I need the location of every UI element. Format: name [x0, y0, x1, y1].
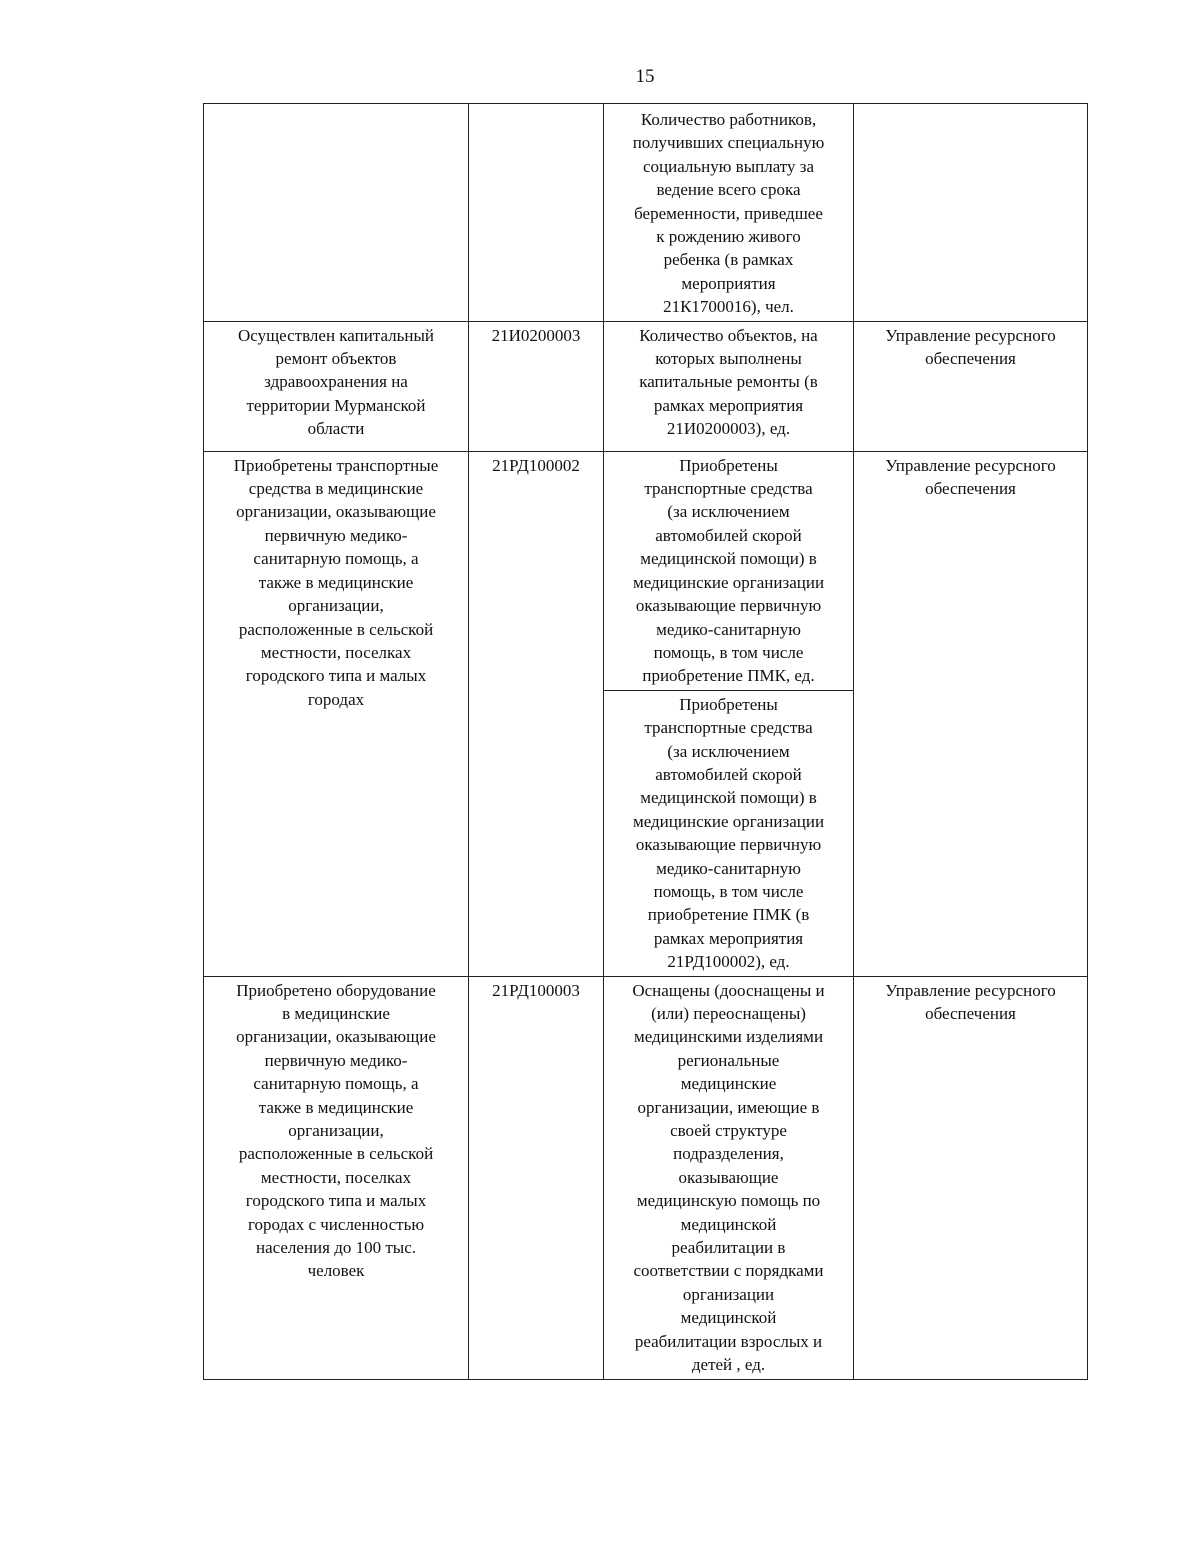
table-row — [204, 104, 1088, 322]
page-number: 15 — [635, 66, 655, 87]
document-table — [203, 103, 1088, 1380]
indicator-cell: Количество объектов, на которых выполнены капитальные ремонты (в рамках мероприятия 21И0200003), ед. — [604, 321, 854, 451]
result-cell: Приобретены транспортные средства в медицинские организации, оказывающие первичную медико- санитарную помощь, а также в медицинские организации, расположенные в сельской местности, поселках городского типа и малых городах — [204, 451, 469, 976]
responsible-cell: Управление ресурсного обеспечения — [854, 451, 1088, 976]
result-cell: Осуществлен капитальный ремонт объектов здравоохранения на территории Мурманской области — [204, 321, 469, 451]
table-row — [204, 321, 1088, 451]
code-cell: 21И0200003 — [469, 321, 604, 451]
indicator-cell: Количество работников, получивших специальную социальную выплату за ведение всего срока беременности, приведшее к рождению живого ребенка (в рамках мероприятия 21К1700016), чел. — [604, 104, 854, 322]
responsible-cell: Управление ресурсного обеспечения — [854, 976, 1088, 1379]
indicator-cell: Приобретены транспортные средства (за исключением автомобилей скорой медицинской помощи) в медицинские организации оказывающие первичную медико-санитарную помощь, в том числе приобретение ПМК (в рамках мероприятия 21РД100002), ед. — [604, 690, 854, 976]
result-cell — [204, 104, 469, 322]
code-cell: 21РД100003 — [469, 976, 604, 1379]
result-cell: Приобретено оборудование в медицинские организации, оказывающие первичную медико- санитарную помощь, а также в медицинские организации, расположенные в сельской местности, поселках городского типа и малых городах с численностью населения до 100 тыс. человек — [204, 976, 469, 1379]
responsible-cell — [854, 104, 1088, 322]
table-row — [204, 976, 1088, 1379]
code-cell — [469, 104, 604, 322]
code-cell: 21РД100002 — [469, 451, 604, 976]
table-row — [204, 451, 1088, 690]
indicator-cell: Приобретены транспортные средства (за исключением автомобилей скорой медицинской помощи) в медицинские организации оказывающие первичную медико-санитарную помощь, в том числе приобретение ПМК, ед. — [604, 451, 854, 690]
indicator-cell: Оснащены (дооснащены и (или) переоснащены) медицинскими изделиями региональные медицинские организации, имеющие в своей структуре подразделения, оказывающие медицинскую помощь по медицинской реабилитации в соответствии с порядками организации медицинской реабилитации взрослых и детей , ед. — [604, 976, 854, 1379]
responsible-cell: Управление ресурсного обеспечения — [854, 321, 1088, 451]
